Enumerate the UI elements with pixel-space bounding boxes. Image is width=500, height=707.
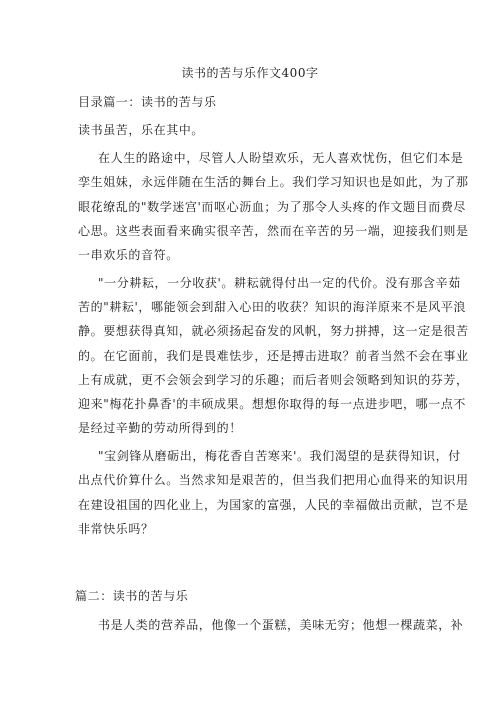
paragraph-2-line-6: 迎来"梅花扑鼻香'的丰硕成果。想想你取得的每一点进步吧，哪一点不 (78, 397, 467, 411)
paragraph-4-line-1: 书是人类的营养品，他像一个蛋糕，美味无穷；他想一棵蔬菜，补 (98, 618, 464, 632)
paragraph-3-line-1: "宝剑锋从磨砺出，梅花香自苦寒来'。我们渴望的是获得知识，付 (98, 449, 461, 463)
paragraph-2-line-1: "一分耕耘，一分收获'。耕耘就得付出一定的代价。没有那含辛茹 (98, 276, 461, 290)
paragraph-1-line-4: 心思。这些表面看来确实很辛苦，然而在辛苦的另一端，迎接我们则是 (78, 224, 469, 238)
paragraph-3-line-2: 出点代价算什么。当然求知是艰苦的，但当我们把用心血得来的知识用 (78, 473, 469, 487)
paragraph-1-line-1: 在人生的路途中，尽管人人盼望欢乐，无人喜欢忧伤，但它们本是 (98, 151, 464, 165)
paragraph-1-line-3: 眼花缭乱的"数学迷宫'而呕心沥血；为了那令人头疼的作文题目而费尽 (78, 200, 467, 214)
paragraph-1-line-2: 孪生姐妹，永远伴随在生活的舞台上。我们学习知识也是如此，为了那 (78, 175, 469, 189)
section-2-heading: 篇二：读书的苦与乐 (75, 589, 189, 603)
toc-heading: 目录篇一：读书的苦与乐 (78, 95, 217, 109)
paragraph-2-line-3: 静。要想获得真知，就必须扬起奋发的风帆，努力拼搏，这一定是很苦 (78, 324, 469, 338)
opening-line: 读书虽苦，乐在其中。 (78, 123, 205, 137)
paragraph-1-line-5: 一串欢乐的音符。 (78, 248, 179, 262)
paragraph-3-line-4: 非常快乐吗？ (78, 522, 154, 536)
paragraph-2-line-5: 上有成就，更不会领会到学习的乐趣；而后者则会领略到知识的芬芳， (78, 373, 469, 387)
paragraph-2-line-4: 的。在它面前，我们是畏难怯步，还是搏击进取？前者当然不会在事业 (78, 349, 469, 363)
paragraph-3-line-3: 在建设祖国的四化业上，为国家的富强，人民的幸福做出贡献，岂不是 (78, 498, 469, 512)
document-title: 读书的苦与乐作文400字 (181, 66, 319, 80)
paragraph-2-line-7: 是经过辛勤的劳动所得到的！ (78, 421, 242, 435)
paragraph-2-line-2: 苦的"耕耘'，哪能领会到甜入心田的收获？知识的海洋原来不是风平浪 (78, 300, 467, 314)
